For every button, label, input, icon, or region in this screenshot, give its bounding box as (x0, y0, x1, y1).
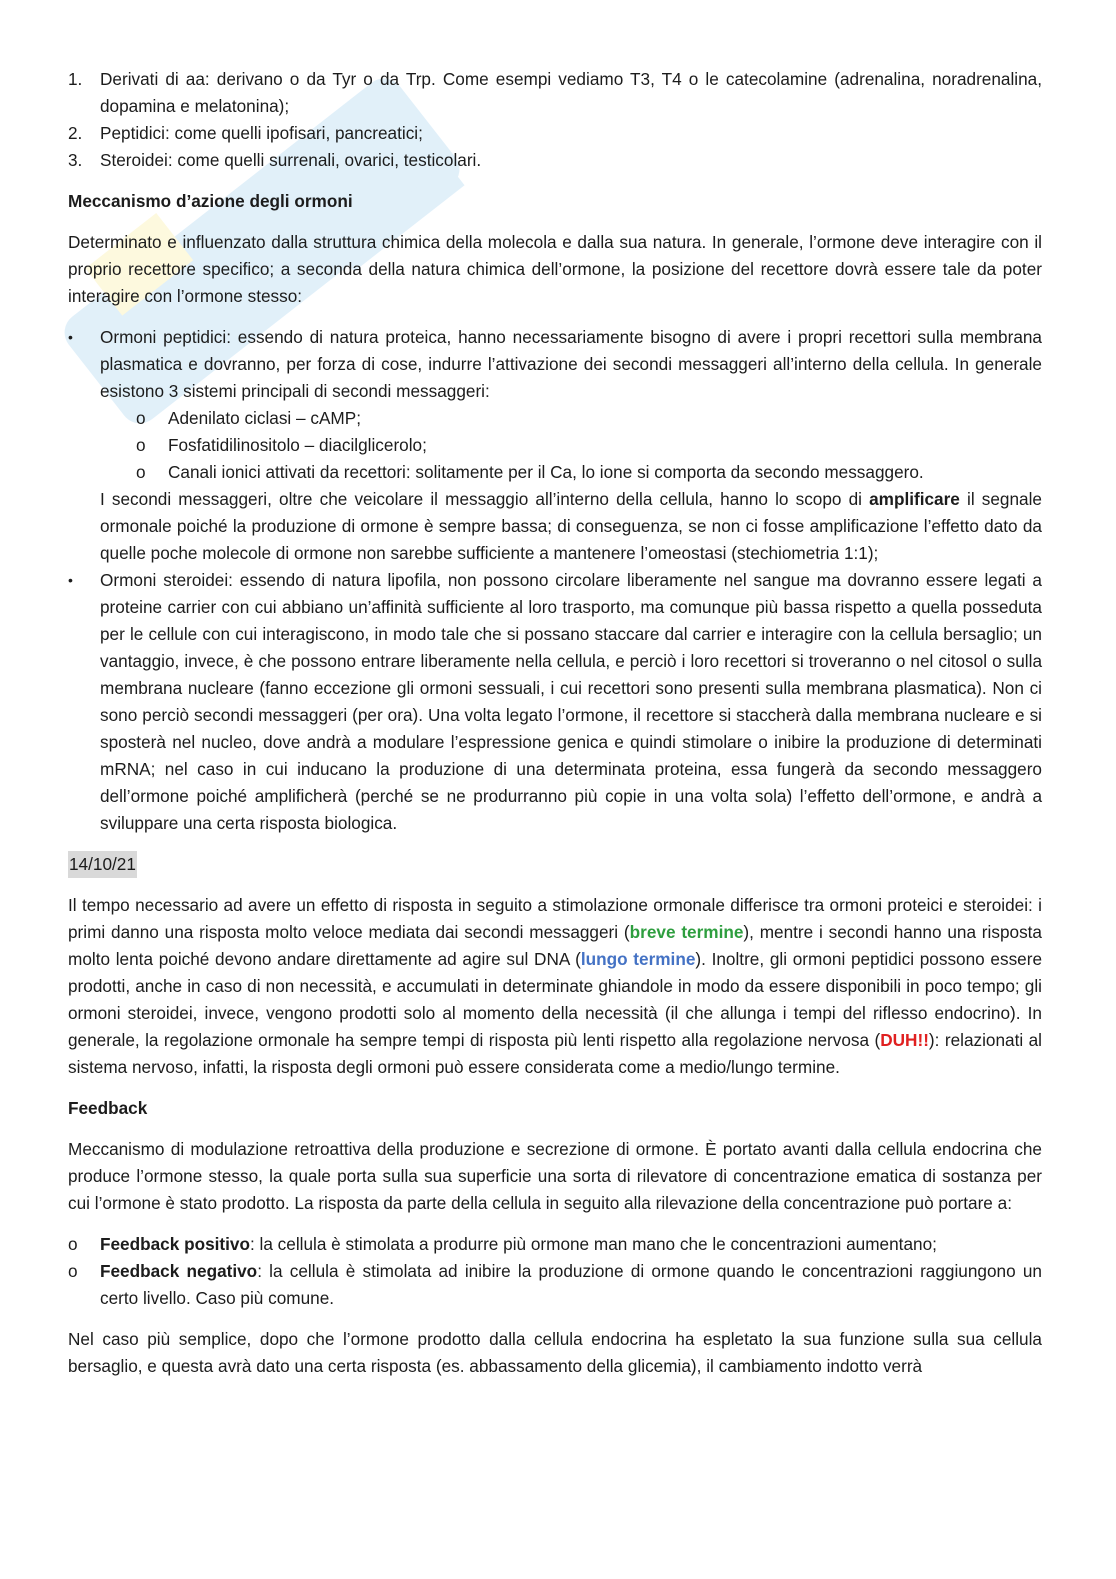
section-heading-mechanism: Meccanismo d’azione degli ormoni (68, 191, 353, 211)
circle-bullet-icon: o (136, 408, 146, 428)
duh-highlight: DUH!! (880, 1030, 929, 1050)
list-item-text: Peptidici: come quelli ipofisari, pancreatici; (100, 123, 423, 143)
list-item (68, 147, 1042, 174)
paragraph-mechanism-intro: Determinato e influenzato dalla struttura chimica della molecola e dalla sua natura. In generale, l’ormone deve interagire con il proprio recettore specifico; a seconda della natura chimica dell’ormone, la posizione del recettore dovrà essere tale da poter interagire con l’ormone stesso: (68, 232, 1042, 306)
bullet-steroid (68, 567, 1042, 837)
sub-list-item-text: Fosfatidilinositolo – diacilglicerolo; (168, 435, 427, 455)
bullet-peptidic-continuation (68, 486, 1042, 567)
sub-list-item (68, 459, 1042, 486)
circle-bullet-icon: o (68, 1261, 78, 1281)
sub-list-item-text: Adenilato ciclasi – cAMP; (168, 408, 361, 428)
lecture-date: 14/10/21 (68, 851, 137, 878)
bullet-steroid-text: Ormoni steroidei: essendo di natura lipofila, non possono circolare liberamente nel sangue ma dovranno essere legati a proteine carrier con cui abbiano un’affinità sufficiente al loro trasporto, ma comunque più bassa rispetto a quella posseduta per le cellule con cui interagiscono, in modo tale che si possano staccare dal carrier e interagire con la cellula bersaglio; un vantaggio, invece, è che possono entrare liberamente nella cellula, e perciò i loro recettori si troveranno o nel citosol o sulla membrana nucleare (fanno eccezione gli ormoni sessuali, i cui recettori sono presenti sulla membrana plasmatica). Non ci sono perciò secondi messaggeri (per ora). Una volta legato l’ormone, il recettore si staccherà dalla membrana nucleare e si sposterà nel nucleo, dove andrà a modulare l’espressione genica e quindi stimolare o inibire la produzione di determinati mRNA; nel caso in cui inducano la produzione di una determinata proteina, essa fungerà da secondo messaggero dell’ormone poiché amplificherà (perché se ne produrranno più copie in una volta sola) l’effetto dell’ormone, e andrà a sviluppare una certa risposta biologica. (100, 570, 1042, 833)
short-term-highlight: breve termine (629, 922, 744, 942)
document-content (68, 66, 1042, 1380)
feedback-positive-text: : la cellula è stimolata a produrre più ormone man mano che le concentrazioni aumentano; (249, 1234, 937, 1254)
amplification-text-before: I secondi messaggeri, oltre che veicolare il messaggio all’interno della cellula, hanno lo scopo di (100, 489, 870, 509)
feedback-types-list (68, 1231, 1042, 1312)
response-text-2: ), mentre i secondi hanno una risposta molto lenta poiché devono andare direttamente ad agire sul DNA ( (68, 922, 1042, 969)
paragraph-feedback-intro: Meccanismo di modulazione retroattiva della produzione e secrezione di ormone. È portato avanti dalla cellula endocrina che produce l’ormone stesso, la quale porta sulla sua superficie una sorta di rilevatore di concentrazione ematica di sostanza per cui l’ormone è stato prodotto. La risposta da parte della cellula in seguito alla rilevazione della concentrazione può portare a: (68, 1139, 1042, 1213)
list-item (68, 120, 1042, 147)
second-messenger-list (68, 405, 1042, 486)
sub-list-item (68, 405, 1042, 432)
circle-bullet-icon: o (68, 1234, 78, 1254)
list-item-text: Derivati di aa: derivano o da Tyr o da Trp. Come esempi vediamo T3, T4 o le catecolamine (adrenalina, noradrenalina, dopamina e melatonina); (100, 69, 1042, 116)
feedback-item-positive (68, 1231, 1042, 1258)
bullet-peptidic (68, 324, 1042, 405)
list-number: 2. (68, 123, 83, 143)
amplification-text-after: il segnale ormonale poiché la produzione di ormone è sempre bassa; di conseguenza, se non ci fosse amplificazione l’effetto dato da quelle poche molecole di ormone non sarebbe sufficiente a mantenere l’omeostasi (stechiometria 1:1); (100, 489, 1042, 563)
paragraph-response-time (68, 892, 1042, 1081)
feedback-negative-text: : la cellula è stimolata ad inibire la produzione di ormone quando le concentrazioni raggiungono un certo livello. Caso più comune. (100, 1261, 1042, 1308)
sub-list-item-text: Canali ionici attivati da recettori: solitamente per il Ca, lo ione si comporta da secondo messaggero. (168, 462, 924, 482)
response-text-3: ). Inoltre, gli ormoni peptidici possono essere prodotti, anche in caso di non necessità, e accumulati in determinate ghiandole in modo da essere disponibili in poco tempo; gli ormoni steroidei, invece, vengono prodotti solo al momento della necessità (il che allunga i tempi del riflesso endocrino). In generale, la regolazione ormonale ha sempre tempi di risposta più lenti rispetto alla regolazione nervosa ( (68, 949, 1043, 1050)
response-text-1: Il tempo necessario ad avere un effetto di risposta in seguito a stimolazione ormonale differisce tra ormoni proteici e steroidei: i primi danno una risposta molto veloce mediata dai secondi messaggeri ( (68, 895, 1042, 942)
hormone-types-list (68, 66, 1042, 174)
bullet-icon: • (68, 572, 73, 588)
list-item (68, 66, 1042, 120)
feedback-positive-label: Feedback positivo (100, 1234, 250, 1254)
amplification-text (100, 486, 1042, 567)
hormone-class-bullets (68, 324, 1042, 837)
list-item-text: Steroidei: come quelli surrenali, ovarici, testicolari. (100, 150, 482, 170)
sub-list-item (68, 432, 1042, 459)
circle-bullet-icon: o (136, 462, 146, 482)
bullet-peptidic-text: Ormoni peptidici: essendo di natura proteica, hanno necessariamente bisogno di avere i propri recettori sulla membrana plasmatica e dovranno, per forza di cose, indurre l’attivazione dei secondi messaggeri all’interno della cellula. In generale esistono 3 sistemi principali di secondi messaggeri: (100, 327, 1042, 401)
amplification-keyword: amplificare (869, 489, 960, 509)
response-text-4: ): relazionati al sistema nervoso, infatti, la risposta degli ormoni può essere considerata come a medio/lungo termine. (68, 1030, 1042, 1077)
paragraph-simplest-case: Nel caso più semplice, dopo che l’ormone prodotto dalla cellula endocrina ha espletato la sua funzione sulla sua cellula bersaglio, e questa avrà dato una certa risposta (es. abbassamento della glicemia), il cambiamento indotto verrà (68, 1329, 1042, 1376)
long-term-highlight: lungo termine (580, 949, 696, 969)
feedback-item-negative (68, 1258, 1042, 1312)
list-number: 1. (68, 69, 83, 89)
list-number: 3. (68, 150, 83, 170)
circle-bullet-icon: o (136, 435, 146, 455)
bullet-icon: • (68, 329, 73, 345)
date-line (68, 851, 1042, 878)
feedback-negative-label: Feedback negativo (100, 1261, 258, 1281)
section-heading-feedback: Feedback (68, 1098, 148, 1118)
